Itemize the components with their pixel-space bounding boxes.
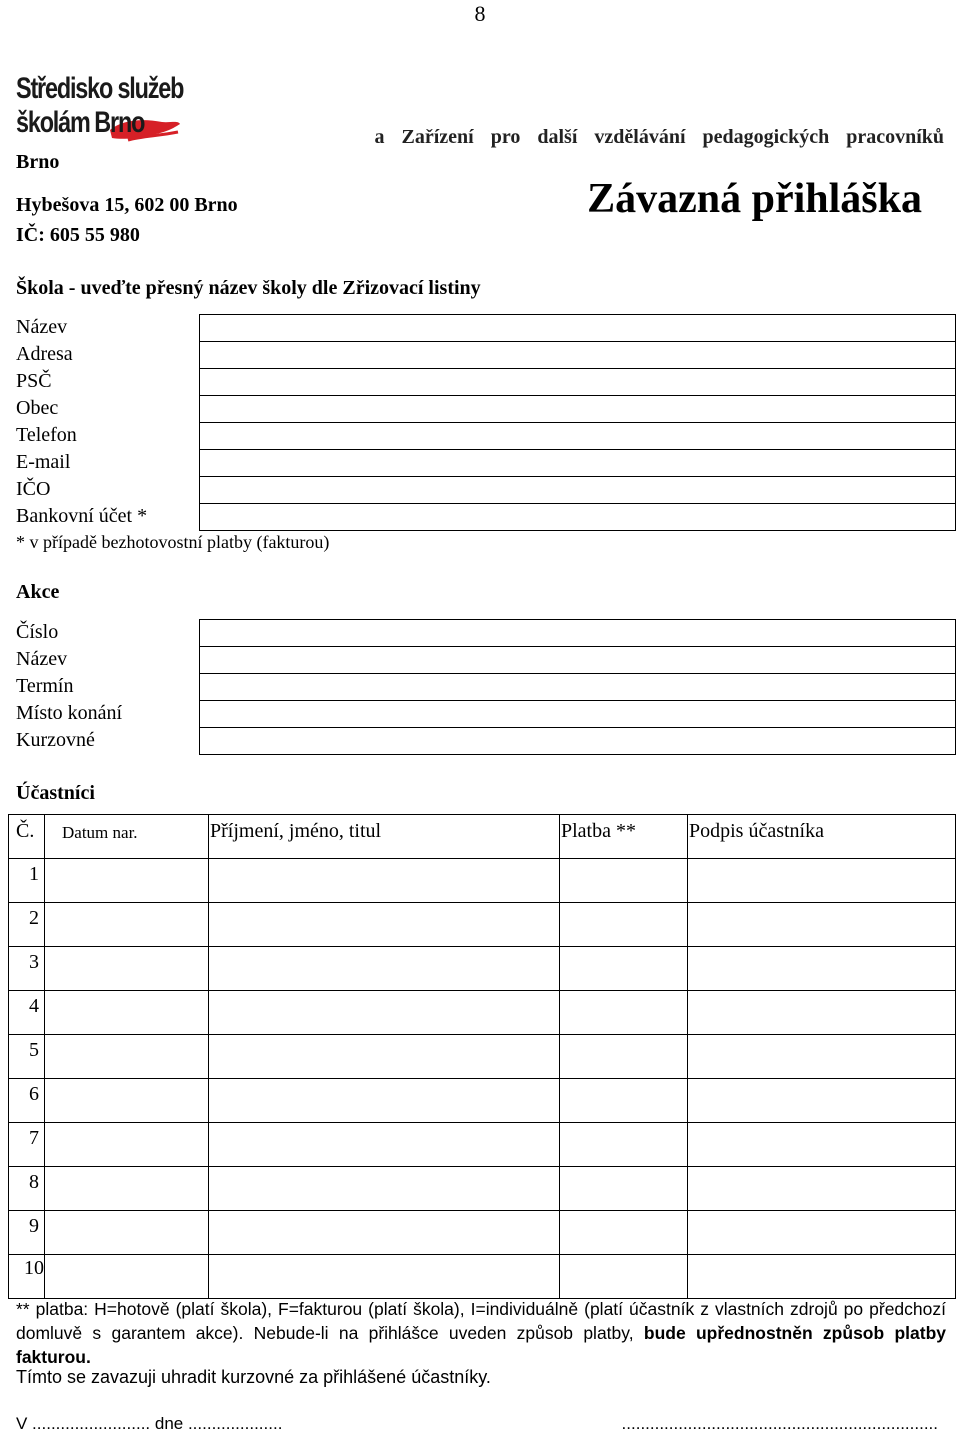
birthdate-cell[interactable]: [45, 1035, 209, 1079]
school-field-label: IČO: [16, 478, 51, 500]
row-number: 7: [29, 1127, 39, 1149]
birthdate-cell[interactable]: [45, 1211, 209, 1255]
event-field-label: Kurzovné: [16, 729, 95, 751]
logo-text-line2: [16, 106, 144, 140]
school-email-input[interactable]: [199, 450, 956, 477]
school-zip-input[interactable]: [199, 369, 956, 396]
event-field-label: Číslo: [16, 621, 59, 643]
school-section-heading: Škola - uveďte přesný název školy dle Zřizovací listiny: [16, 277, 481, 299]
payment-cell[interactable]: [560, 947, 688, 991]
payment-cell[interactable]: [560, 1123, 688, 1167]
col-header-signature: Podpis účastníka: [689, 820, 824, 842]
table-row: [9, 859, 956, 903]
payment-cell[interactable]: [560, 1211, 688, 1255]
row-number: 6: [29, 1083, 39, 1105]
school-name-input[interactable]: [199, 315, 956, 342]
org-subtitle: a Zařízení pro další vzdělávání pedagogických pracovníků: [374, 126, 944, 148]
school-field-label: Název: [16, 316, 68, 338]
payment-cell[interactable]: [560, 859, 688, 903]
signature-cell[interactable]: [688, 991, 956, 1035]
birthdate-cell[interactable]: [45, 1123, 209, 1167]
school-bank-account-input[interactable]: [199, 504, 956, 531]
payment-footnote: [16, 1297, 946, 1369]
birthdate-cell[interactable]: [45, 947, 209, 991]
name-cell[interactable]: [209, 1035, 560, 1079]
event-field-label: Termín: [16, 675, 74, 697]
birthdate-cell[interactable]: [45, 1255, 209, 1299]
col-header-birthdate: Datum nar.: [62, 823, 138, 842]
place-date-line[interactable]: V ......................... dne ....................: [16, 1414, 283, 1433]
school-address-input[interactable]: [199, 342, 956, 369]
signature-cell[interactable]: [688, 947, 956, 991]
birthdate-cell[interactable]: [45, 991, 209, 1035]
school-field-label: Bankovní účet *: [16, 505, 148, 527]
name-cell[interactable]: [209, 1211, 560, 1255]
org-address: Hybešova 15, 602 00 Brno: [16, 194, 238, 216]
birthdate-cell[interactable]: [45, 859, 209, 903]
school-field-label: E-mail: [16, 451, 71, 473]
name-cell[interactable]: [209, 859, 560, 903]
school-city-input[interactable]: [199, 396, 956, 423]
col-header-payment: Platba **: [561, 820, 636, 842]
row-number: 2: [29, 907, 39, 929]
table-row: [9, 1167, 956, 1211]
event-section-heading: Akce: [16, 581, 60, 603]
payment-cell[interactable]: [560, 1035, 688, 1079]
participants-section-heading: Účastníci: [16, 782, 95, 804]
signature-cell[interactable]: [688, 1035, 956, 1079]
participants-table: [8, 814, 956, 1299]
name-cell[interactable]: [209, 1123, 560, 1167]
event-name-input[interactable]: [199, 647, 956, 674]
table-row: [9, 947, 956, 991]
name-cell[interactable]: [209, 1167, 560, 1211]
row-number: 3: [29, 951, 39, 973]
name-cell[interactable]: [209, 1255, 560, 1299]
signature-cell[interactable]: [688, 1123, 956, 1167]
signature-cell[interactable]: [688, 859, 956, 903]
table-row: [9, 1035, 956, 1079]
event-table: [12, 619, 956, 755]
event-field-label: Místo konání: [16, 702, 123, 724]
signature-cell[interactable]: [688, 1167, 956, 1211]
school-field-label: Adresa: [16, 343, 73, 365]
bank-account-footnote: * v případě bezhotovostní platby (fakturou): [16, 532, 330, 552]
payment-cell[interactable]: [560, 1079, 688, 1123]
col-header-name: Příjmení, jméno, titul: [210, 820, 382, 842]
row-number: 4: [29, 995, 39, 1017]
row-number: 8: [29, 1171, 39, 1193]
signature-line[interactable]: ...................................................................: [621, 1414, 938, 1433]
signature-cell[interactable]: [688, 1211, 956, 1255]
row-number: 9: [29, 1215, 39, 1237]
school-table: [12, 314, 956, 531]
payment-cell[interactable]: [560, 903, 688, 947]
payment-cell[interactable]: [560, 1167, 688, 1211]
school-field-label: Telefon: [16, 424, 77, 446]
table-row: [9, 903, 956, 947]
school-field-label: Obec: [16, 397, 59, 419]
event-date-input[interactable]: [199, 674, 956, 701]
payment-cell[interactable]: [560, 1255, 688, 1299]
name-cell[interactable]: [209, 947, 560, 991]
row-number: 1: [29, 863, 39, 885]
school-phone-input[interactable]: [199, 423, 956, 450]
org-ic: IČ: 605 55 980: [16, 224, 140, 246]
payment-cell[interactable]: [560, 991, 688, 1035]
birthdate-cell[interactable]: [45, 903, 209, 947]
row-number: 5: [29, 1039, 39, 1061]
table-row: [9, 991, 956, 1035]
form-title: Závazná přihláška: [587, 176, 922, 222]
payment-footnote-text: ** platba: H=hotově (platí škola), F=fakturou (platí škola), I=individuálně (platí účastník z vlastních zdrojů po předchozí domluvě s garantem akce). Nebude-li na přihlášce uveden způsob platby,: [16, 1299, 946, 1343]
event-number-input[interactable]: [199, 620, 956, 647]
payment-pledge: Tímto se zavazuji uhradit kurzovné za přihlášené účastníky.: [16, 1367, 491, 1387]
name-cell[interactable]: [209, 1079, 560, 1123]
table-row: [9, 1079, 956, 1123]
logo-word-skolam: školám: [16, 106, 90, 139]
signature-cell[interactable]: [688, 1079, 956, 1123]
org-city: Brno: [16, 151, 60, 173]
row-number: 10: [24, 1257, 44, 1279]
birthdate-cell[interactable]: [45, 1167, 209, 1211]
payment-footnote-bold: bude upřednostněn způsob platby fakturou.: [16, 1323, 946, 1367]
col-header-number: Č.: [16, 820, 35, 842]
signature-cell[interactable]: [688, 903, 956, 947]
school-ico-input[interactable]: [199, 477, 956, 504]
school-field-label: PSČ: [16, 370, 52, 392]
logo-text-line1: Středisko služeb: [16, 72, 184, 105]
event-place-input[interactable]: [199, 701, 956, 728]
birthdate-cell[interactable]: [45, 1079, 209, 1123]
table-row: [9, 1255, 956, 1299]
table-row: [9, 1123, 956, 1167]
table-row: [9, 1211, 956, 1255]
page-number: 8: [474, 1, 486, 26]
event-fee-input[interactable]: [199, 728, 956, 755]
logo-word-brno: Brno: [94, 106, 145, 139]
event-field-label: Název: [16, 648, 68, 670]
signature-cell[interactable]: [688, 1255, 956, 1299]
name-cell[interactable]: [209, 991, 560, 1035]
name-cell[interactable]: [209, 903, 560, 947]
